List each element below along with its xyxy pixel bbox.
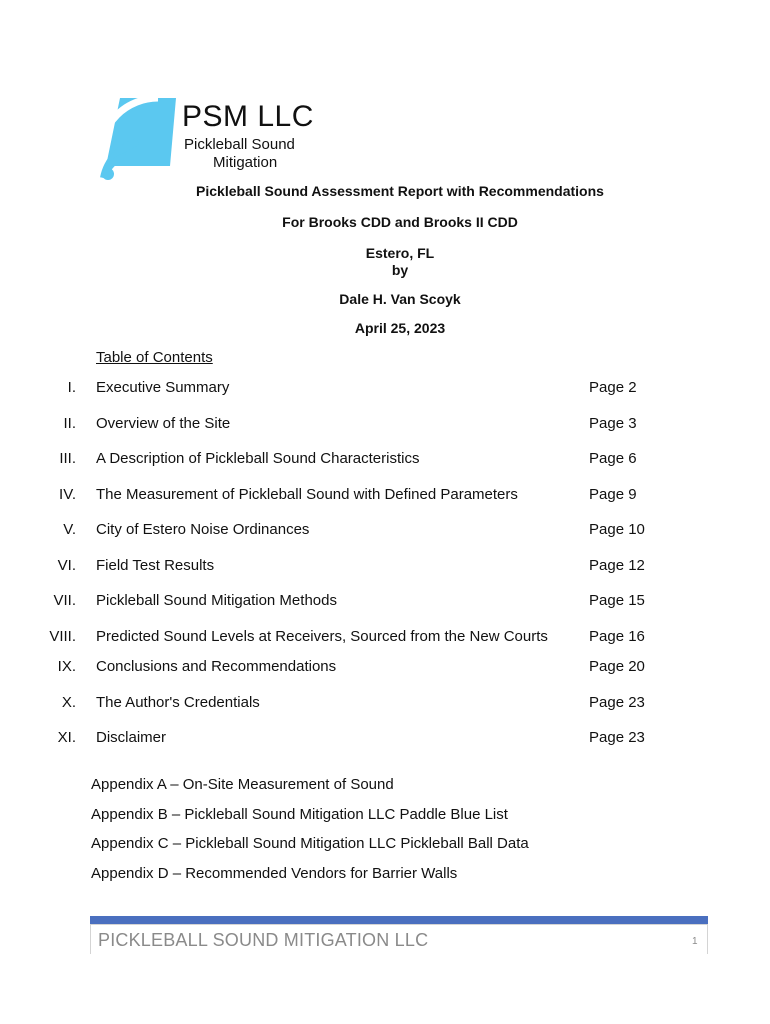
toc-heading: Table of Contents xyxy=(96,349,213,366)
toc-page: Page 15 xyxy=(589,592,645,609)
appendix-item[interactable]: Appendix D – Recommended Vendors for Barrier Walls xyxy=(91,865,458,882)
toc-page: Page 23 xyxy=(589,729,645,746)
toc-title: Predicted Sound Levels at Receivers, Sourced from the New Courts xyxy=(96,628,548,645)
toc-number: IX. xyxy=(57,658,76,675)
toc-number: III. xyxy=(59,450,76,467)
toc-title: Executive Summary xyxy=(96,379,230,396)
report-title: Pickleball Sound Assessment Report with Recommendations xyxy=(196,183,604,199)
toc-row[interactable] xyxy=(0,592,700,612)
toc-number: X. xyxy=(61,694,76,711)
toc-title: Field Test Results xyxy=(96,557,215,574)
toc-title: City of Estero Noise Ordinances xyxy=(96,521,310,538)
toc-number: VII. xyxy=(53,592,76,609)
toc-title: Disclaimer xyxy=(96,729,167,746)
toc-number: XI. xyxy=(57,729,76,746)
toc-number: II. xyxy=(63,415,76,432)
toc-title: The Author's Credentials xyxy=(96,694,260,711)
toc-title: Pickleball Sound Mitigation Methods xyxy=(96,592,337,609)
toc-row[interactable] xyxy=(0,486,700,506)
toc-row[interactable] xyxy=(0,658,700,678)
toc-row[interactable] xyxy=(0,521,700,541)
toc-row[interactable] xyxy=(0,450,700,470)
toc-page: Page 23 xyxy=(589,694,645,711)
sound-wave-logo-icon xyxy=(98,96,178,182)
report-location: Estero, FL xyxy=(365,245,435,261)
report-date: April 25, 2023 xyxy=(354,320,446,336)
toc-row[interactable] xyxy=(0,628,700,648)
toc-row[interactable] xyxy=(0,557,700,577)
appendix-item[interactable]: Appendix C – Pickleball Sound Mitigation LLC Pickleball Ball Data xyxy=(91,835,529,852)
logo-brand-text: PSM LLC xyxy=(182,100,314,133)
toc-title: Overview of the Site xyxy=(96,415,231,432)
toc-title: Conclusions and Recommendations xyxy=(96,658,337,675)
toc-row[interactable] xyxy=(0,379,700,399)
footer-company-name: PICKLEBALL SOUND MITIGATION LLC xyxy=(98,930,429,950)
appendix-item[interactable]: Appendix A – On-Site Measurement of Sound xyxy=(91,776,394,793)
report-author: Dale H. Van Scoyk xyxy=(339,291,461,307)
toc-page: Page 6 xyxy=(589,450,637,467)
report-by: by xyxy=(391,262,409,278)
company-logo xyxy=(98,96,338,182)
footer-right-border xyxy=(707,924,708,954)
toc-number: I. xyxy=(67,379,76,396)
toc-number: VIII. xyxy=(49,628,76,645)
toc-title: The Measurement of Pickleball Sound with Defined Parameters xyxy=(96,486,518,503)
report-subtitle: For Brooks CDD and Brooks II CDD xyxy=(282,214,518,230)
footer-accent-bar xyxy=(90,916,708,924)
toc-page: Page 3 xyxy=(589,415,637,432)
toc-page: Page 16 xyxy=(589,628,645,645)
toc-row[interactable] xyxy=(0,694,700,714)
page-number: 1 xyxy=(692,936,698,947)
toc-page: Page 9 xyxy=(589,486,637,503)
toc-row[interactable] xyxy=(0,415,700,435)
footer-left-border xyxy=(90,924,91,954)
logo-subtitle-line2: Mitigation xyxy=(213,154,278,171)
logo-subtitle-line1: Pickleball Sound xyxy=(184,136,295,153)
appendix-item[interactable]: Appendix B – Pickleball Sound Mitigation LLC Paddle Blue List xyxy=(91,806,508,823)
toc-title: A Description of Pickleball Sound Characteristics xyxy=(96,450,420,467)
toc-page: Page 12 xyxy=(589,557,645,574)
toc-number: IV. xyxy=(59,486,76,503)
toc-page: Page 20 xyxy=(589,658,645,675)
toc-row[interactable] xyxy=(0,729,700,749)
toc-number: V. xyxy=(63,521,76,538)
toc-page: Page 2 xyxy=(589,379,637,396)
toc-number: VI. xyxy=(57,557,76,574)
toc-page: Page 10 xyxy=(589,521,645,538)
footer-divider xyxy=(90,924,708,925)
